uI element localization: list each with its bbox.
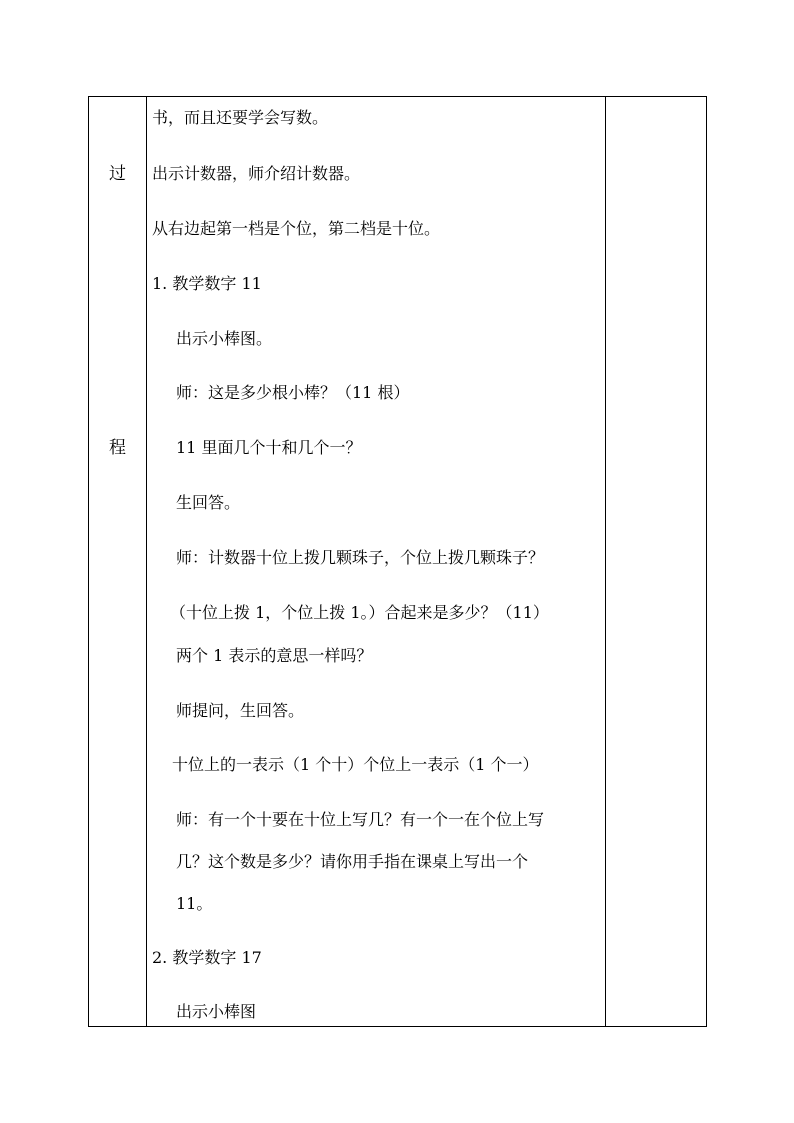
section-heading-17: 2. 教学数字 17 [152, 948, 262, 967]
content-line: 生回答。 [176, 493, 241, 512]
content-line: 书，而且还要学会写数。 [152, 108, 329, 127]
column-divider-left [146, 97, 147, 1026]
content-line: 出示小棒图。 [176, 329, 273, 348]
content-line: 师提问，生回答。 [176, 701, 305, 720]
content-line: 出示计数器，师介绍计数器。 [152, 164, 361, 183]
lesson-table [88, 96, 707, 1027]
content-line: （十位上拨 1，个位上拨 1。）合起来是多少？（11） [170, 603, 549, 622]
content-line: 几？这个数是多少？请你用手指在课桌上写出一个 [176, 852, 529, 871]
content-line: 11。 [176, 894, 213, 913]
column-divider-right [605, 97, 606, 1026]
content-line: 师：有一个十要在十位上写几？有一个一在个位上写 [176, 810, 545, 829]
side-label-guo: 过 [109, 164, 126, 184]
section-heading-11: 1. 教学数字 11 [152, 274, 262, 293]
content-line: 师：计数器十位上拨几颗珠子，个位上拨几颗珠子？ [176, 548, 545, 567]
content-line: 从右边起第一档是个位，第二档是十位。 [152, 219, 441, 238]
side-label-cheng: 程 [109, 438, 126, 458]
content-line: 11 里面几个十和几个一？ [176, 438, 362, 457]
content-line: 师：这是多少根小棒？（11 根） [176, 383, 410, 402]
content-line: 十位上的一表示（1 个十）个位上一表示（1 个一） [172, 755, 539, 774]
content-line: 两个 1 表示的意思一样吗？ [176, 646, 373, 665]
content-line: 出示小棒图 [176, 1002, 257, 1021]
